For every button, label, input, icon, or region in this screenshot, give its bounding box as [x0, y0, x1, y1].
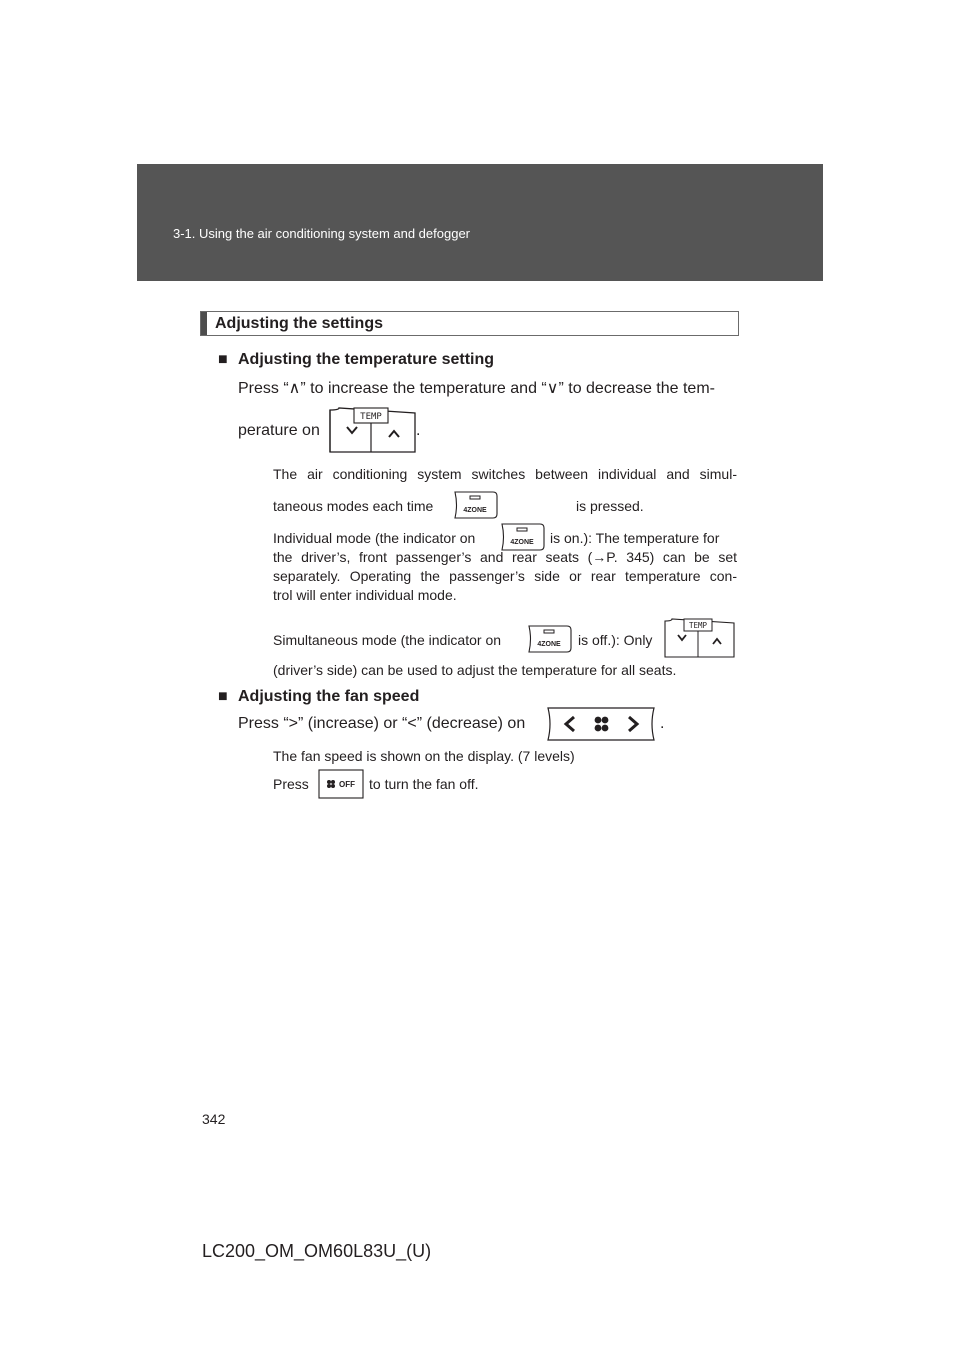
note-simultaneous-mid: is off.): Only [578, 632, 653, 648]
bullet-square: ■ [218, 688, 228, 705]
temperature-instruction: Press “∧” to increase the temperature and “∨” to decrease the tem- [238, 380, 715, 397]
note-mode-switch: The air conditioning system switches between individual and simul- [273, 466, 737, 482]
fan-heading: Adjusting the fan speed [238, 688, 420, 705]
fan-note-off: Press [273, 776, 309, 792]
note-mode-switch-line2: taneous modes each time [273, 498, 434, 514]
section-title: Adjusting the settings [215, 315, 383, 332]
temperature-instruction-line2: perature on [238, 422, 320, 439]
document-code: LC200_OM_OM60L83U_(U) [202, 1241, 432, 1261]
note-individual-line4: trol will enter individual mode. [273, 587, 457, 603]
zone-indicator-off-icon [527, 624, 573, 654]
note-individual-mode-end: is on.): The temperature for [550, 530, 720, 546]
fan-speed-control-icon [545, 705, 657, 743]
svg-text:4ZONE: 4ZONE [537, 641, 561, 648]
fan-instruction-end: . [660, 715, 665, 732]
bullet-square: ■ [218, 351, 228, 368]
svg-text:TEMP: TEMP [688, 621, 708, 630]
svg-text:4ZONE: 4ZONE [463, 507, 487, 514]
note-simultaneous-line2: (driver’s side) can be used to adjust the temperature for all seats. [273, 662, 677, 678]
temperature-instruction-end: . [416, 422, 421, 439]
zone-button-icon [453, 490, 499, 520]
svg-text:4ZONE: 4ZONE [510, 539, 534, 546]
section-marker [201, 312, 207, 335]
section-title-box [200, 311, 739, 336]
fan-note-off-end: to turn the fan off. [369, 776, 479, 792]
note-individual-line3: separately. Operating the passenger’s side or rear temperature con- [273, 568, 737, 584]
note-individual-line2: the driver’s, front passenger’s and rear seats (→P. 345) can be set [273, 549, 737, 565]
note-mode-switch-end: is pressed. [576, 498, 644, 514]
zone-indicator-on-icon [500, 522, 546, 552]
svg-text:OFF: OFF [339, 780, 355, 789]
note-individual-mode: Individual mode (the indicator on [273, 530, 476, 546]
temp-control-icon [327, 406, 417, 454]
temperature-heading: Adjusting the temperature setting [238, 351, 495, 368]
chapter-header [137, 164, 823, 281]
note-simultaneous-mode: Simultaneous mode (the indicator on [273, 632, 502, 648]
fan-off-button-icon [318, 769, 364, 799]
temp-label: TEMP [360, 412, 382, 422]
fan-instruction: Press “>” (increase) or “<” (decrease) on [238, 715, 526, 732]
page-number: 342 [202, 1111, 226, 1127]
fan-note-levels: The fan speed is shown on the display. (7 levels) [273, 748, 575, 764]
breadcrumb: 3-1. Using the air conditioning system and defogger [173, 226, 471, 241]
temp-control-small-icon [662, 617, 736, 659]
